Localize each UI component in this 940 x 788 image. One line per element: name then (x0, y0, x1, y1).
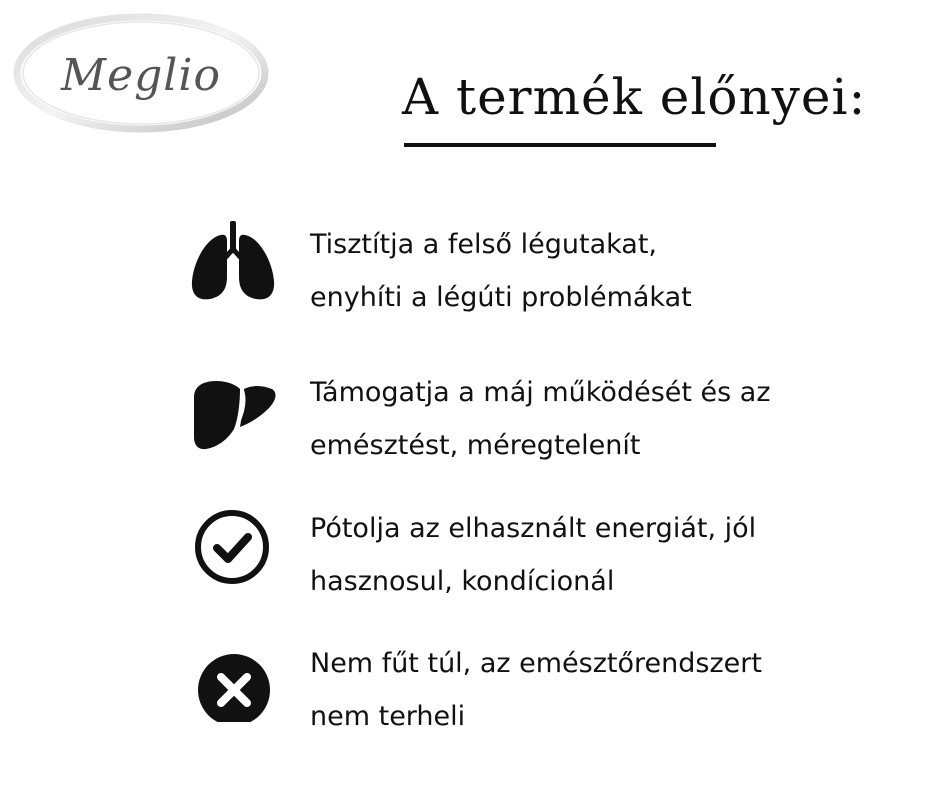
benefit-text: Támogatja a máj működését és az emésztést, méregtelenít (310, 377, 771, 461)
liver-icon (188, 366, 283, 451)
benefit-item (188, 218, 692, 324)
brand-logo (12, 12, 270, 134)
x-circle-icon (188, 637, 283, 722)
lungs-icon (188, 218, 283, 303)
benefit-text: Pótolja az elhasznált energiát, jól hasznosul, kondícionál (310, 513, 757, 597)
benefit-text: Tisztítja a felső légutakat, enyhíti a légúti problémákat (310, 229, 692, 313)
check-circle-icon (188, 502, 283, 587)
benefit-item (188, 637, 762, 743)
page-title: A termék előnyei: (402, 68, 867, 126)
benefit-item (188, 502, 756, 608)
benefit-item (188, 366, 771, 472)
title-underline (404, 143, 716, 147)
benefit-text: Nem fűt túl, az emésztőrendszert nem terheli (310, 648, 762, 732)
logo-wordmark: Meglio (61, 49, 221, 101)
